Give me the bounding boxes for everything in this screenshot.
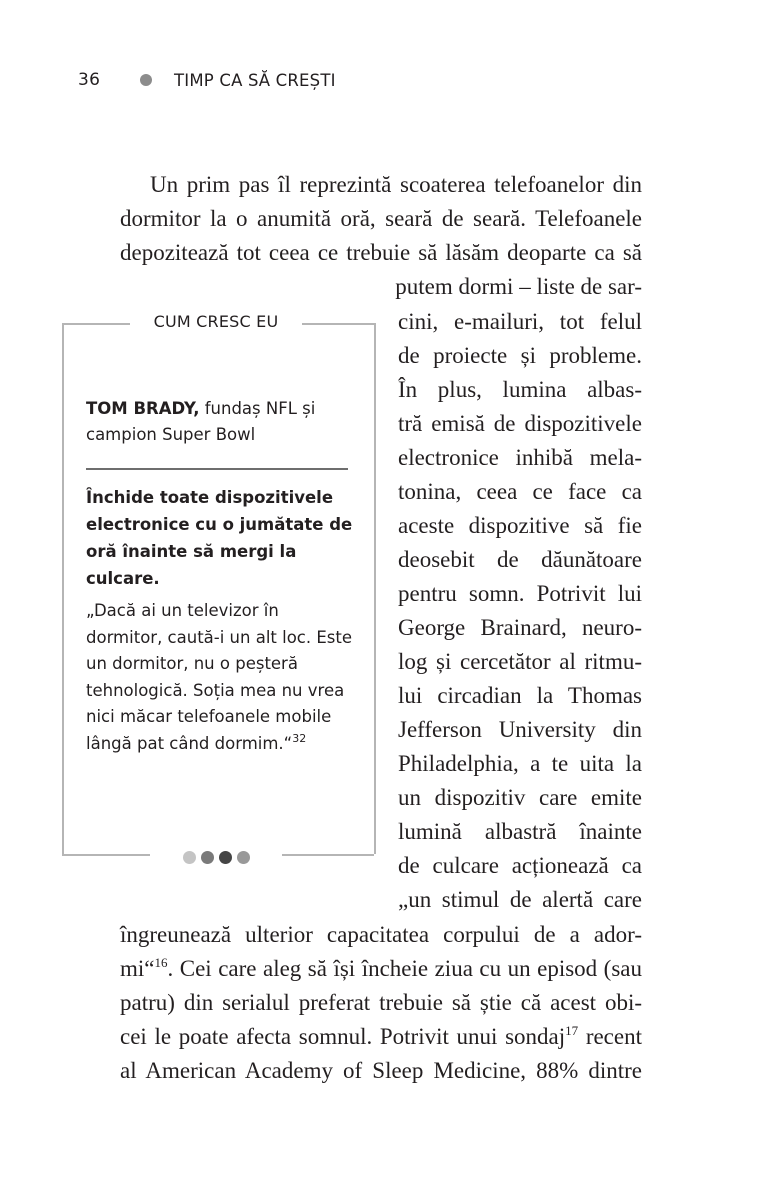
- body-line: electronice inhibă mela-: [398, 445, 642, 470]
- frame-line: [62, 323, 130, 325]
- body-line: Philadelphia, a te uita la: [398, 751, 642, 776]
- person-description: fundaș NFL și campion Super Bowl: [86, 399, 316, 444]
- dot-icon: [183, 851, 196, 864]
- body-line: pentru somn. Potrivit lui: [398, 581, 642, 606]
- dot-icon: [201, 851, 214, 864]
- body-line: patru) din serialul preferat trebuie să știe că acest obi-: [120, 990, 642, 1015]
- body-line: un dispozitiv care emite: [398, 785, 642, 810]
- body-line: depozitează tot ceea ce trebuie să lăsăm deoparte ca să: [120, 240, 642, 265]
- body-line: George Brainard, neuro-: [398, 615, 642, 640]
- frame-line: [302, 323, 374, 325]
- body-line: de proiecte și probleme.: [398, 343, 642, 368]
- body-line: „un stimul de alertă care: [398, 887, 642, 912]
- body-text: . Cei care aleg să își încheie ziua cu un episod (sau: [167, 956, 642, 981]
- sidebar-title: CUM CRESC EU: [153, 312, 279, 331]
- running-header: [78, 66, 336, 94]
- body-line: deosebit de dăunătoare: [398, 547, 642, 572]
- body-line: log și cercetător al ritmu-: [398, 649, 642, 674]
- body-text: cei le poate afecta somnul. Potrivit unui sondaj: [120, 1024, 566, 1049]
- frame-line: [282, 854, 374, 856]
- header-bullet-icon: [140, 74, 152, 86]
- sidebar-tip: Închide toate dispozitivele electronice cu o jumătate de oră înainte să mergi la culcare.: [86, 488, 353, 588]
- body-line: [120, 1020, 642, 1054]
- sidebar-quote: [86, 598, 356, 757]
- body-line: Jefferson University din: [398, 717, 642, 742]
- body-line: cini, e-mailuri, tot felul: [398, 309, 642, 334]
- body-line: Un prim pas îl reprezintă scoaterea telefoanelor din: [150, 172, 642, 197]
- body-text: recent: [578, 1024, 642, 1049]
- decorative-dots: [183, 851, 250, 864]
- person-name: TOM BRADY,: [86, 399, 200, 418]
- body-line: lumină albastră înainte: [398, 819, 642, 844]
- footnote-ref: 16: [154, 955, 168, 970]
- body-line: tră emisă de dispozitivele: [398, 411, 642, 436]
- sidebar-divider: [86, 468, 348, 470]
- dot-icon: [219, 851, 232, 864]
- sidebar-person: [86, 396, 356, 448]
- body-line: [120, 952, 642, 986]
- body-line: tonina, ceea ce face ca: [398, 479, 642, 504]
- quote-text: „Dacă ai un televizor în dormitor, caută-i un alt loc. Este un dormitor, nu o peșteră tehnologică. Soția mea nu vrea nici măcar telefoanele mobile lângă pat când dormim.“: [86, 601, 353, 753]
- body-line: putem dormi – liste de sar-: [395, 274, 642, 299]
- body-line: lui circadian la Thomas: [398, 683, 642, 708]
- running-title: TIMP CA SĂ CREȘTI: [174, 70, 336, 90]
- frame-line: [62, 854, 150, 856]
- body-line: În plus, lumina albas-: [398, 377, 642, 402]
- page-number: 36: [78, 70, 101, 90]
- body-line: al American Academy of Sleep Medicine, 88% dintre: [120, 1058, 642, 1083]
- body-line: dormitor la o anumită oră, seară de seară. Telefoanele: [120, 206, 642, 231]
- quote-footnote-ref: 32: [292, 731, 307, 745]
- body-line: de culcare acționează ca: [398, 853, 642, 878]
- body-line: aceste dispozitive să fie: [398, 513, 642, 538]
- dot-icon: [237, 851, 250, 864]
- body-line: îngreunează ulterior capacitatea corpului de a ador-: [120, 922, 642, 947]
- body-text: mi“: [120, 956, 155, 981]
- footnote-ref: 17: [565, 1023, 579, 1038]
